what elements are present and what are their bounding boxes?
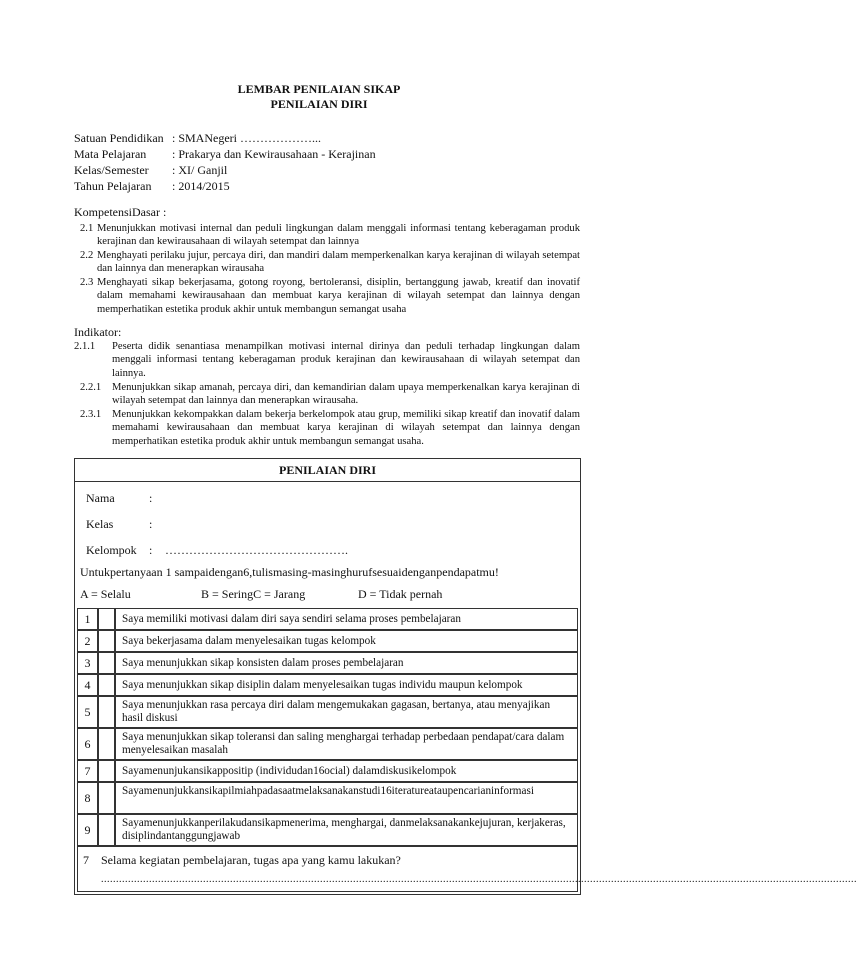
nama-colon: :: [149, 491, 153, 505]
legend-tidak-pernah: D = Tidak pernah: [358, 587, 443, 601]
nama-field[interactable]: [159, 489, 459, 507]
answer-cell[interactable]: [98, 696, 115, 728]
nama-label: Nama: [86, 491, 115, 505]
open-question-row: [77, 846, 857, 892]
answer-cell[interactable]: [98, 608, 115, 630]
label-kelas-semester: Kelas/Semester: [74, 163, 149, 177]
row-number: 5: [77, 696, 98, 728]
kelompok-field[interactable]: ……………………………………….: [165, 543, 348, 557]
kompetensi-text: Menghayati sikap bekerjasama, gotong royong, bertoleransi, disiplin, bertanggung jawab, kreatif dan inovatif dalam memahami kewirausahaan dan membuat karya kerajinan di wilayah setempat dan lainnya dengan memperhatikan estetika produk akhir untuk membangun semangat usaha: [97, 277, 580, 315]
kelas-field[interactable]: [159, 515, 459, 533]
indikator-text: Peserta didik senantiasa menampilkan motivasi internal dirinya dan peduli terhadap lingkungan dalam menggali informasi tentang keberagaman produk kerajinan dan kewirausahaan di wilayah setempat dan lainnya.: [112, 341, 580, 379]
form-heading: PENILAIAN DIRI: [75, 459, 580, 482]
row-number: 7: [77, 760, 98, 782]
kompetensi-number: 2.1: [80, 223, 94, 234]
indikator-heading: Indikator:: [74, 325, 122, 339]
row-number: 8: [77, 782, 98, 814]
kompetensi-text: Menunjukkan motivasi internal dan peduli lingkungan dalam menggali informasi tentang keberagaman produk kerajinan dan kewirausahaan di wilayah setempat dan lainnya: [97, 223, 580, 248]
statement-text: Saya menunjukkan sikap konsisten dalam proses pembelajaran: [115, 652, 578, 674]
answer-cell[interactable]: [98, 814, 115, 846]
document-subtitle: PENILAIAN DIRI: [270, 97, 368, 111]
answer-cell[interactable]: [98, 630, 115, 652]
value-kelas-semester: : XI/ Ganjil: [172, 163, 228, 177]
value-mata-pelajaran: : Prakarya dan Kewirausahaan - Kerajinan: [172, 147, 376, 161]
label-tahun-pelajaran: Tahun Pelajaran: [74, 179, 152, 193]
row-number: 1: [77, 608, 98, 630]
statement-text: Sayamenunjukansikappositip (individudan16ocial) dalamdiskusikelompok: [115, 760, 578, 782]
row-number: 4: [77, 674, 98, 696]
statement-text: Saya menunjukkan sikap toleransi dan saling menghargai terhadap perbedaan pendapat/cara dalam menyelesaikan masalah: [115, 728, 578, 760]
answer-cell[interactable]: [98, 674, 115, 696]
statement-text: Sayamenunjukkanperilakudansikapmenerima, menghargai, danmelaksanakankejujuran, kerjakeras, disiplindantanggungjawab: [115, 814, 578, 846]
kelompok-colon: :: [149, 543, 153, 557]
document-title: LEMBAR PENILAIAN SIKAP: [237, 82, 401, 96]
indikator-text: Menunjukkan sikap amanah, percaya diri, dan kemandirian dalam upaya memperkenalkan karya kerajinan di wilayah setempat dan lainnya dan menerapkan wirausaha.: [112, 382, 580, 407]
question-text: Selama kegiatan pembelajaran, tugas apa yang kamu lakukan?: [101, 853, 401, 867]
answer-cell[interactable]: [98, 728, 115, 760]
penilaian-diri-form: [74, 458, 857, 895]
value-satuan-pendidikan: : SMANegeri ………………...: [172, 131, 321, 145]
row-number: 3: [77, 652, 98, 674]
row-number: 6: [77, 728, 98, 760]
legend-selalu: A = Selalu: [80, 587, 131, 601]
kelas-label: Kelas: [86, 517, 114, 531]
statement-text: Saya menunjukkan sikap disiplin dalam menyelesaikan tugas individu maupun kelompok: [115, 674, 578, 696]
indikator-number: 2.2.1: [80, 382, 102, 393]
question-number: 7: [83, 853, 89, 867]
answer-line[interactable]: ............................................................................................................................................................................................................................................................: [101, 874, 857, 885]
label-mata-pelajaran: Mata Pelajaran: [74, 147, 147, 161]
indikator-number: 2.3.1: [80, 409, 102, 420]
kompetensi-number: 2.3: [80, 277, 94, 288]
value-tahun-pelajaran: : 2014/2015: [172, 179, 230, 193]
answer-cell[interactable]: [98, 652, 115, 674]
label-satuan-pendidikan: Satuan Pendidikan: [74, 131, 164, 145]
statement-text: Saya memiliki motivasi dalam diri saya sendiri selama proses pembelajaran: [115, 608, 578, 630]
row-number: 9: [77, 814, 98, 846]
statement-text: Sayamenunjukkansikapilmiahpadasaatmelaksanakanstudi16iteratureataupencarianinformasi: [115, 782, 578, 814]
kelompok-label: Kelompok: [86, 543, 137, 557]
statement-text: Saya menunjukkan rasa percaya diri dalam mengemukakan gagasan, bertanya, atau menyajikan hasil diskusi: [115, 696, 578, 728]
indikator-number: 2.1.1: [74, 341, 96, 352]
statement-text: Saya bekerjasama dalam menyelesaikan tugas kelompok: [115, 630, 578, 652]
kompetensi-number: 2.2: [80, 250, 94, 261]
kompetensi-text: Menghayati perilaku jujur, percaya diri, dan mandiri dalam memperkenalkan karya kerajinan di wilayah setempat dan lainnya dan menerapkan wirausaha: [97, 250, 580, 275]
indikator-text: Menunjukkan kekompakkan dalam bekerja berkelompok atau grup, memiliki sikap kreatif dan inovatif dalam memahami kewirausahaan dan membuat karya kerajinan di wilayah setempat dan lainnya dengan memperhatikan estetika produk akhir untuk membangun semangat usaha.: [112, 409, 580, 447]
row-number: 2: [77, 630, 98, 652]
instruction-text: Untukpertanyaan 1 sampaidengan6,tulismasing-masinghurufsesuaidenganpendapatmu!: [80, 565, 499, 579]
answer-cell[interactable]: [98, 760, 115, 782]
kelas-colon: :: [149, 517, 153, 531]
legend-sering-jarang: B = SeringC = Jarang: [201, 587, 306, 601]
kompetensi-heading: KompetensiDasar :: [74, 205, 167, 219]
answer-cell[interactable]: [98, 782, 115, 814]
